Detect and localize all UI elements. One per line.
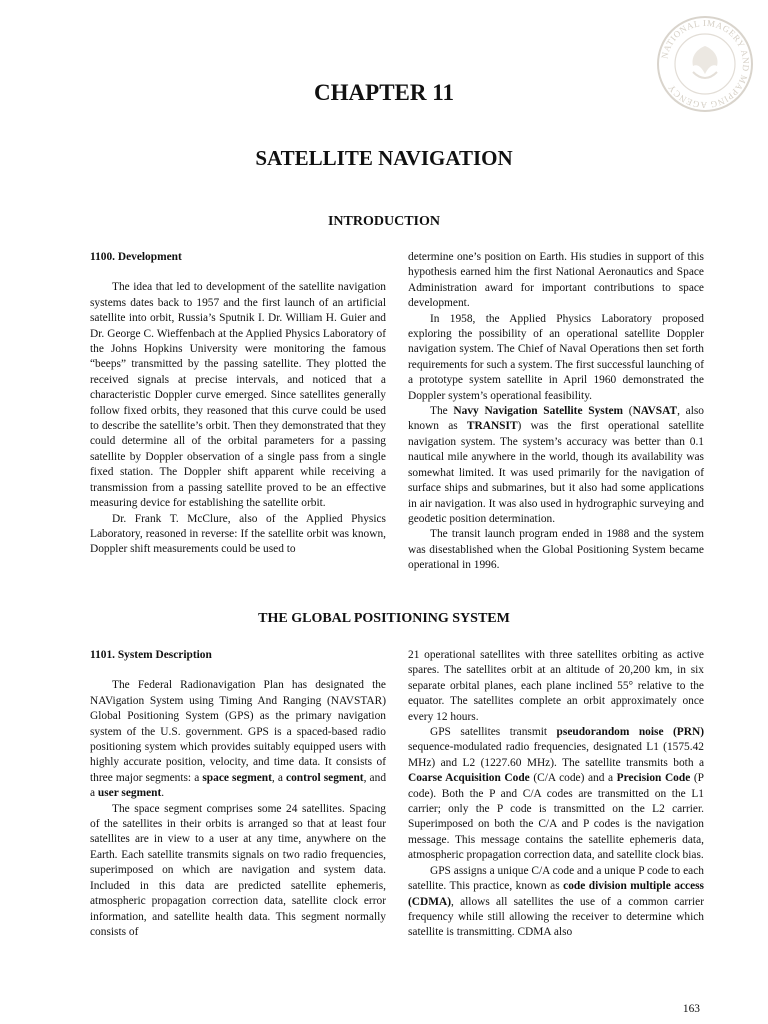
paragraph: GPS assigns a unique C/A code and a unique P code to each satellite. This practice, known as code division multiple access (CDMA), allows all satellites the use of a common carrier frequency while still allowing the receiver to determine which satellite is transmitting. CDMA also — [408, 864, 704, 939]
intro-right-column — [408, 250, 704, 574]
term-ca-code: Coarse Acquisition Code — [408, 772, 530, 785]
seal-text: NATIONAL IMAGERY AND MAPPING AGENCY — [659, 17, 752, 111]
intro-left-column — [90, 250, 386, 558]
paragraph: The Navy Navigation Satellite System (NAVSAT, also known as TRANSIT) was the first operational satellite navigation system. The system’s accuracy was better than 0.1 nautical mile anywhere in the world, though its availability was somewhat limited. It was used primarily for the navigation of surface ships and submarines, but it also had some applications in air navigation. It was also used in hydrographic surveying and geodetic position determination. — [408, 405, 704, 525]
gps-right-column — [408, 648, 704, 941]
term-space-segment: space segment — [202, 771, 272, 784]
paragraph: The idea that led to development of the satellite navigation systems dates back to 1957 and the first launch of an artificial satellite into orbit, Russia’s Sputnik I. Dr. William H. Guier and Dr. George C. Wieffenbach at the Applied Physics Laboratory of the Johns Hopkins University were monitoring the famous “beeps” transmitted by the passing satellite. They plotted the received signals at precise intervals, and noticed that a characteristic Doppler curve emerged. Since satellites generally follow fixed orbits, they reasoned that this curve could be used to describe the satellite’s orbit. Then they demonstrated that they could determine all of the orbital parameters for a passing satellite by Doppler observation of a single pass from a single fixed station. The Doppler shift apparent while receiving a transmission from a passing satellite proved to be an effective measuring device for establishing the satellite orbit. — [90, 281, 386, 510]
page-number: 163 — [682, 1003, 700, 1015]
term-p-code: Precision Code — [616, 772, 691, 785]
term-control-segment: control segment — [286, 771, 364, 784]
gps-heading: THE GLOBAL POSITIONING SYSTEM — [258, 611, 510, 626]
term-navsat: NAVSAT — [632, 405, 678, 418]
introduction-heading: INTRODUCTION — [327, 214, 440, 229]
paragraph: The transit launch program ended in 1988 and the system was disestablished when the Global Positioning System became operational in 1996. — [408, 528, 704, 572]
gps-left-column — [90, 648, 386, 940]
section-1100-title: 1100. Development — [90, 251, 182, 263]
paragraph: GPS satellites transmit pseudorandom noise (PRN) sequence-modulated radio frequencies, designated L1 (1575.42 MHz) and L2 (1227.60 MHz). The satellite transmits both a Coarse Acquisition Code (C/A code) and a Precision Code (P code). Both the P and C/A codes are transmitted on the L1 carrier; only the P code is transmitted on the L2 carrier. Superimposed on both the C/A and P codes is the navigation message. This message contains the satellite ephemeris data, atmospheric propagation correction data, and satellite clock bias. — [408, 726, 704, 862]
term-navsat-full: Navy Navigation Satellite System — [453, 405, 624, 418]
paragraph: 21 operational satellites with three satellites orbiting as active spares. The satellites orbit at an altitude of 20,200 km, in six separate orbital planes, each plane inclined 55° relative to the equator. The satellites complete an orbit approximately once every 12 hours. — [408, 649, 704, 723]
section-1101-title: 1101. System Description — [90, 649, 212, 661]
paragraph: determine one’s position on Earth. His studies in support of this hypothesis earned him the first National Aeronautics and Space Administration award for important contributions to space development. — [408, 251, 704, 310]
term-prn: pseudorandom noise (PRN) — [556, 726, 704, 739]
term-transit: TRANSIT — [466, 420, 518, 433]
chapter-number: CHAPTER 11 — [314, 80, 454, 105]
paragraph: The Federal Radionavigation Plan has designated the NAVigation System using Timing And Ranging (NAVSTAR) Global Positioning System (GPS) as the primary navigation system of the U.S. government. GPS is a spaced-based radio positioning system which provides suitably equipped users with highly accurate position, velocity, and time data. It consists of three major segments: a space segment, a control segment, and a user segment. — [90, 679, 387, 800]
paragraph: Dr. Frank T. McClure, also of the Applied Physics Laboratory, reasoned in reverse: If the satellite orbit was known, Doppler shift measurements could be used to — [90, 512, 386, 556]
paragraph: The space segment comprises some 24 satellites. Spacing of the satellites in their orbits is arranged so that at least four satellites are in view to a user at any time, anywhere on the Earth. Each satellite transmits signals on two radio frequencies, superimposed on which are navigation and system data. Included in this data are predicted satellite ephemeris, atmospheric propagation correction data, satellite clock error information, and satellite health data. This segment normally consists of — [90, 802, 386, 938]
paragraph: In 1958, the Applied Physics Laboratory proposed exploring the possibility of an operational satellite Doppler navigation system. The Chief of Naval Operations then set forth requirements for such a system. The first successful launching of a prototype system satellite in April 1960 demonstrated the Doppler system’s operational feasibility. — [408, 312, 704, 402]
term-cdma: code division multiple access (CDMA) — [408, 880, 704, 908]
term-user-segment: user segment — [97, 787, 162, 800]
chapter-title: SATELLITE NAVIGATION — [255, 146, 513, 170]
